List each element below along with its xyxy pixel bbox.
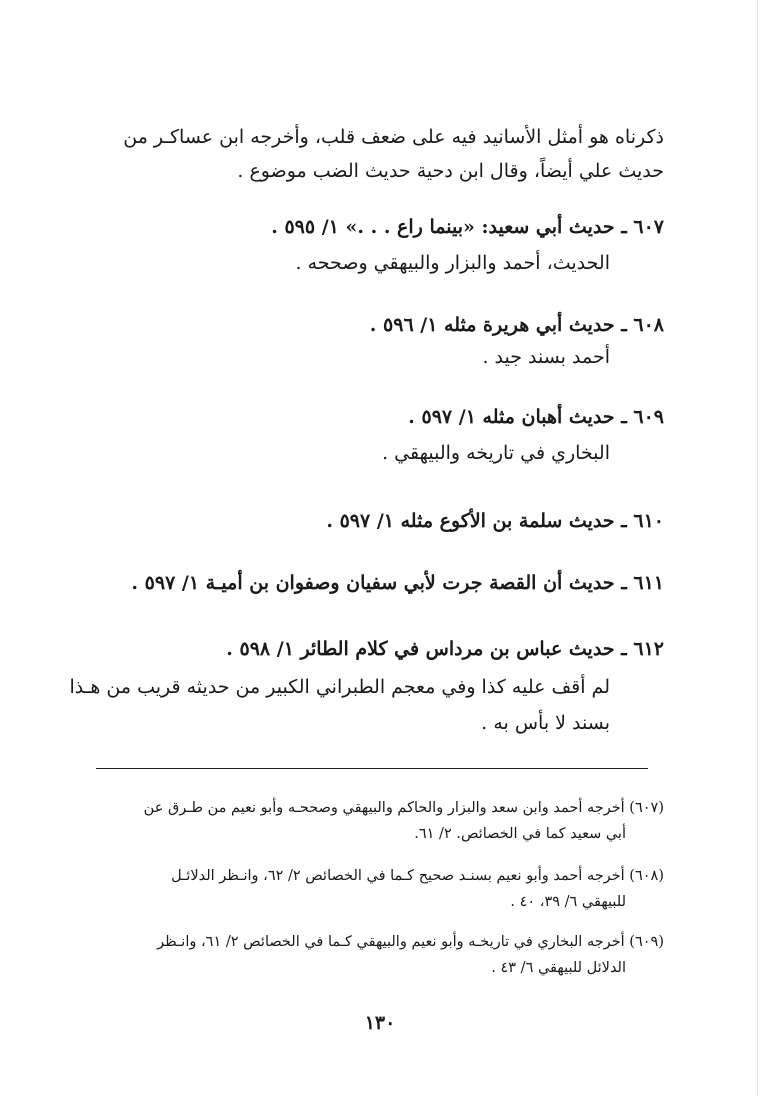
footnote-609-line-1: (٦٠٩) أخرجه البخاري في تاريخـه وأبو نعيم والبيهقي كـما في الخصائص ٢/ ٦١، وانـظر <box>157 934 664 950</box>
footnote-609-line-2: الدلائل للبيهقي ٦/ ٤٣ . <box>491 960 626 976</box>
entry-heading-608: ٦٠٨ ـ حديث أبي هريرة مثله ١/ ٥٩٦ . <box>369 314 664 336</box>
entry-text-609: البخاري في تاريخه والبيهقي . <box>382 442 610 464</box>
entry-heading-610: ٦١٠ ـ حديث سلمة بن الأكوع مثله ١/ ٥٩٧ . <box>326 510 664 532</box>
scan-edge-line <box>757 0 758 1096</box>
intro-line-1: ذكرناه هو أمثل الأسانيد فيه على ضعف قلب، وأخرجه ابن عساكـر من <box>123 126 664 148</box>
entry-text-612-line-2: بسند لا بأس به . <box>481 712 610 734</box>
entry-text-608: أحمد بسند جيد . <box>482 346 610 368</box>
footnote-divider <box>96 768 648 769</box>
entry-text-612-line-1: لم أقف عليه كذا وفي معجم الطبراني الكبير من حديثه قريب من هـذا <box>69 676 610 698</box>
entry-heading-612: ٦١٢ ـ حديث عباس بن مرداس في كلام الطائر ١/ ٥٩٨ . <box>226 638 664 660</box>
entry-heading-607: ٦٠٧ ـ حديث أبي سعيد: «بينما راع . . .» ١/ ٥٩٥ . <box>271 216 664 238</box>
footnote-608-line-1: (٦٠٨) أخرجه أحمد وأبو نعيم بسنـد صحيح كـما في الخصائص ٢/ ٦٢، وانـظر الدلائـل <box>171 868 664 884</box>
footnote-607-line-2: أبي سعيد كما في الخصائص. ٢/ ٦١. <box>414 826 626 842</box>
page-number: ١٣٠ <box>364 1012 396 1034</box>
intro-line-2: حديث علي أيضاً، وقال ابن دحية حديث الضب موضوع . <box>237 160 664 182</box>
entry-heading-609: ٦٠٩ ـ حديث أهبان مثله ١/ ٥٩٧ . <box>408 406 664 428</box>
entry-heading-611: ٦١١ ـ حديث أن القصة جرت لأبي سفيان وصفوان بن أميـة ١/ ٥٩٧ . <box>131 572 664 594</box>
entry-text-607: الحديث، أحمد والبزار والبيهقي وصححه . <box>295 252 610 274</box>
footnote-608-line-2: للبيهقي ٦/ ٣٩، ٤٠ . <box>510 894 626 910</box>
footnote-607-line-1: (٦٠٧) أخرجه أحمد وابن سعد والبزار والحاكم والبيهقي وصححـه وأبو نعيم من طـرق عن <box>143 800 664 816</box>
